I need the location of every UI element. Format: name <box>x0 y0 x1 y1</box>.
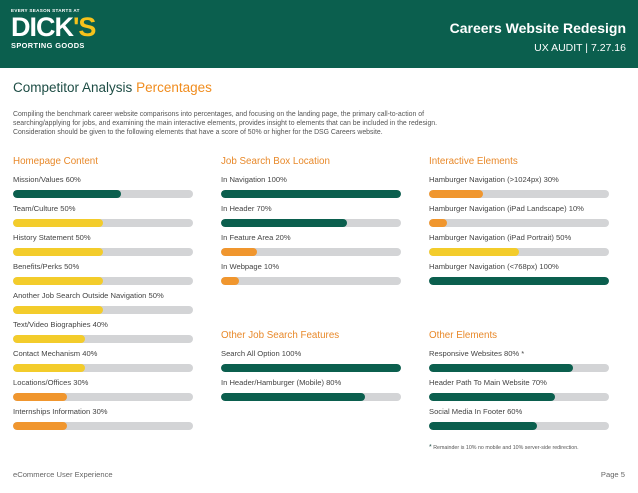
metric-item <box>221 255 411 284</box>
metric-item <box>13 168 203 197</box>
metric-label: Responsive Websites 80% * <box>429 349 525 358</box>
column-heading: Interactive Elements <box>429 156 518 167</box>
metric-bar-fill <box>429 422 537 430</box>
page-title-part1: Competitor Analysis <box>13 80 137 95</box>
intro-paragraph <box>13 110 623 137</box>
column-heading: Job Search Box Location <box>221 156 330 167</box>
column-heading: Homepage Content <box>13 156 98 167</box>
metric-item <box>13 400 203 429</box>
metric-label: In Navigation 100% <box>221 175 287 184</box>
metric-label: Another Job Search Outside Navigation 50% <box>13 291 164 300</box>
intro-line: searching/applying for jobs, and examining the main interactive elements, provides insight to elements that can be included in the redesign. <box>13 120 438 127</box>
column-homepage-content <box>13 156 203 429</box>
metric-label: Internships Information 30% <box>13 407 108 416</box>
metric-item <box>429 342 619 371</box>
column-interactive-elements <box>429 156 619 429</box>
metric-label: Hamburger Navigation (<768px) 100% <box>429 262 559 271</box>
page-title-part2: Percentages <box>136 80 212 95</box>
logo-wordmark-apostrophe: 'S <box>73 12 96 42</box>
column-heading: Other Elements <box>429 330 498 341</box>
metric-label: Benefits/Perks 50% <box>13 262 80 271</box>
column-heading: Other Job Search Features <box>221 330 340 341</box>
metric-item <box>13 255 203 284</box>
metric-item <box>13 342 203 371</box>
header-banner <box>0 0 638 68</box>
footnote-text: Remainder is 10% no mobile and 10% server-side redirection. <box>431 445 579 451</box>
metric-bar-fill <box>221 277 239 285</box>
metric-label: In Header/Hamburger (Mobile) 80% <box>221 378 342 387</box>
metric-item <box>13 197 203 226</box>
metric-bar-track <box>429 277 609 285</box>
column-job-search <box>221 156 411 400</box>
metric-label: Hamburger Navigation (iPad Portrait) 50% <box>429 233 572 242</box>
metric-label: Team/Culture 50% <box>13 204 76 213</box>
metric-label: In Webpage 10% <box>221 262 280 271</box>
page-number: Page 5 <box>600 470 625 479</box>
page-title <box>13 80 212 95</box>
metric-label: Mission/Values 60% <box>13 175 81 184</box>
footnote-star: * <box>429 444 432 451</box>
logo-wordmark <box>11 12 96 42</box>
metric-bar-track <box>221 277 401 285</box>
metric-item <box>429 255 619 284</box>
metric-label: Locations/Offices 30% <box>13 378 89 387</box>
dicks-logo[interactable] <box>11 8 96 58</box>
footer-label: eCommerce User Experience <box>13 470 113 479</box>
metric-bar-track <box>221 393 401 401</box>
metric-item <box>221 371 411 400</box>
metric-label: In Header 70% <box>221 204 272 213</box>
metric-label: Contact Mechanism 40% <box>13 349 98 358</box>
metric-item <box>221 197 411 226</box>
metric-item <box>13 371 203 400</box>
intro-line: Consideration should be given to the following elements that have a score of 50% or higher for the DSG Careers website. <box>13 129 383 136</box>
metric-item <box>429 197 619 226</box>
metric-label: Hamburger Navigation (iPad Landscape) 10% <box>429 204 584 213</box>
metric-bar-fill <box>13 422 67 430</box>
intro-line: Compiling the benchmark career website comparisons into percentages, and focusing on the landing page, the primary call-to-action of <box>13 111 424 118</box>
metric-item <box>429 168 619 197</box>
metric-label: Text/Video Biographies 40% <box>13 320 108 329</box>
metric-item <box>13 284 203 313</box>
metric-label: Social Media In Footer 60% <box>429 407 523 416</box>
metric-item <box>429 371 619 400</box>
metric-bar-fill <box>221 393 365 401</box>
metric-label: In Feature Area 20% <box>221 233 291 242</box>
metric-item <box>13 226 203 255</box>
metric-label: Hamburger Navigation (>1024px) 30% <box>429 175 559 184</box>
metric-item <box>429 400 619 429</box>
metric-bar-track <box>429 422 609 430</box>
metric-bar-track <box>13 422 193 430</box>
deck-title: Careers Website Redesign <box>449 20 626 36</box>
metric-label: Search All Option 100% <box>221 349 302 358</box>
metric-item <box>429 226 619 255</box>
footnote <box>429 444 579 451</box>
deck-subtitle: UX AUDIT | 7.27.16 <box>534 42 626 54</box>
metric-bar-fill <box>429 277 609 285</box>
metric-item <box>13 313 203 342</box>
metric-item <box>221 342 411 371</box>
logo-tagline: EVERY SEASON STARTS AT <box>11 8 80 13</box>
logo-wordmark-main: DICK <box>11 12 73 42</box>
metric-item <box>221 226 411 255</box>
metric-label: History Statement 50% <box>13 233 91 242</box>
metric-item <box>221 168 411 197</box>
metric-label: Header Path To Main Website 70% <box>429 378 547 387</box>
logo-subtitle: SPORTING GOODS <box>11 41 85 50</box>
